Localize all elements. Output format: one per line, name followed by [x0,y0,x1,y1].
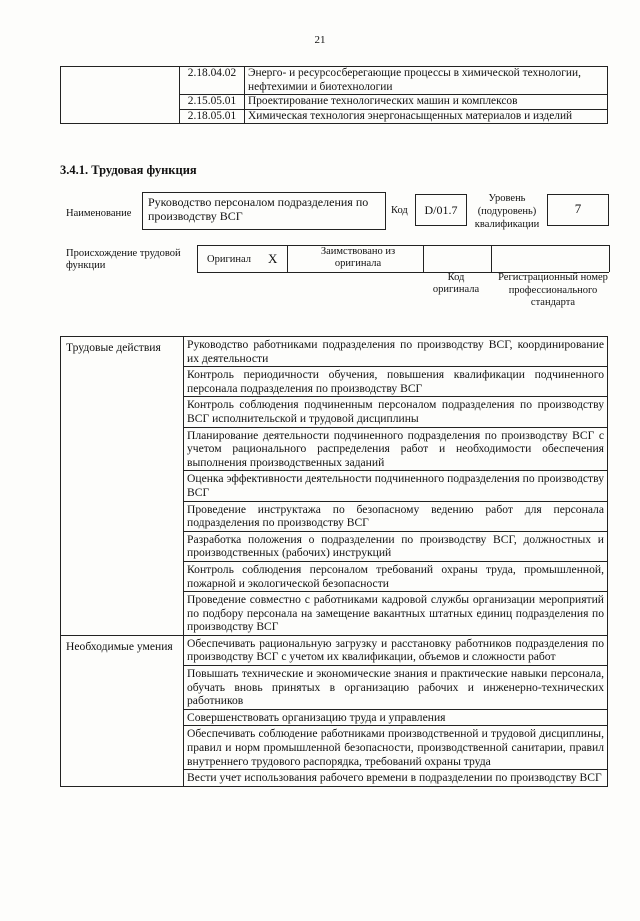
education-code: 2.18.05.01 [180,109,245,124]
education-code: 2.18.04.02 [180,67,245,95]
section-category: Трудовые действия [61,337,184,636]
section-item: Повышать технические и экономические знания и практические навыки персонала, обучать вновь принятых в организацию рабочих и инженерно-технических работников [184,666,608,710]
education-code: 2.15.05.01 [180,95,245,110]
education-code-row [61,67,608,95]
section-item: Контроль соблюдения подчиненным персоналом подразделения по производству ВСГ исполнительской и трудовой дисциплины [184,397,608,427]
section-item: Планирование деятельности подчиненного подразделения по производству ВСГ с учетом рационального распределения работ и необходимости обеспечения выполнения производственных заданий [184,427,608,471]
education-codes-table [60,66,608,124]
name-label: Наименование [66,208,132,219]
origin-divider [609,245,610,272]
section-item: Контроль периодичности обучения, повышения квалификации подчиненного персонала подразделения по производству ВСГ [184,367,608,397]
level-value-box: 7 [547,194,609,226]
section-item: Проведение инструктажа по безопасному ведению работ для персонала подразделения по производству ВСГ [184,501,608,531]
section-item: Разработка положения о подразделении по производству ВСГ, должностных и производственных (рабочих) инструкций [184,531,608,561]
origin-divider [197,245,198,272]
function-name-box: Руководство персоналом подразделения по производству ВСГ [142,192,386,230]
original-label: Оригинал [207,254,251,265]
section-item: Обеспечивать соблюдение работниками производственной и трудовой дисциплины, правил и норм промышленной безопасности, производственной санитарии, правил внутреннего трудового распорядка, требований охраны труда [184,726,608,770]
education-name: Химическая технология энергонасыщенных материалов и изделий [245,109,608,124]
section-item: Обеспечивать рациональную загрузку и расстановку работников подразделения по производству ВСГ с учетом их квалификации, объемов и сложности работ [184,635,608,665]
section-category: Необходимые умения [61,635,184,786]
section-item: Совершенствовать организацию труда и управления [184,709,608,726]
section-item: Оценка эффективности деятельности подчиненного подразделения по производству ВСГ [184,471,608,501]
education-name: Энерго- и ресурсосберегающие процессы в химической технологии, нефтехимии и биотехнологии [245,67,608,95]
table-row [61,635,608,665]
section-title: 3.4.1. Трудовая функция [60,163,197,177]
origin-label: Происхождение трудовой функции [66,248,181,271]
origin-divider [491,245,492,272]
section-item: Руководство работниками подразделения по производству ВСГ, координирование их деятельности [184,337,608,367]
section-item: Проведение совместно с работниками кадровой службы организации мероприятий по подбору персонала на замещение вакантных штатных единиц подразделения по производству ВСГ [184,592,608,636]
original-mark: X [268,251,278,266]
function-code-box: D/01.7 [415,194,467,226]
education-name: Проектирование технологических машин и комплексов [245,95,608,110]
page-number: 21 [314,34,326,46]
origin-divider [287,245,288,272]
code-label: Код [391,205,408,216]
blank-cell [61,67,180,124]
labor-function-table [60,336,608,787]
origin-divider [423,245,424,272]
section-item: Вести учет использования рабочего времени в подразделении по производству ВСГ [184,770,608,787]
table-row [61,337,608,367]
reg-number-caption: Регистрационный номер профессионального стандарта [498,272,608,308]
original-code-caption: Код оригинала [432,272,480,295]
level-label: Уровень (подуровень) квалификации [474,193,540,230]
borrowed-label: Заимствовано из оригинала [320,246,396,269]
section-item: Контроль соблюдения персоналом требований охраны труда, промышленной, пожарной и экологической безопасности [184,561,608,591]
